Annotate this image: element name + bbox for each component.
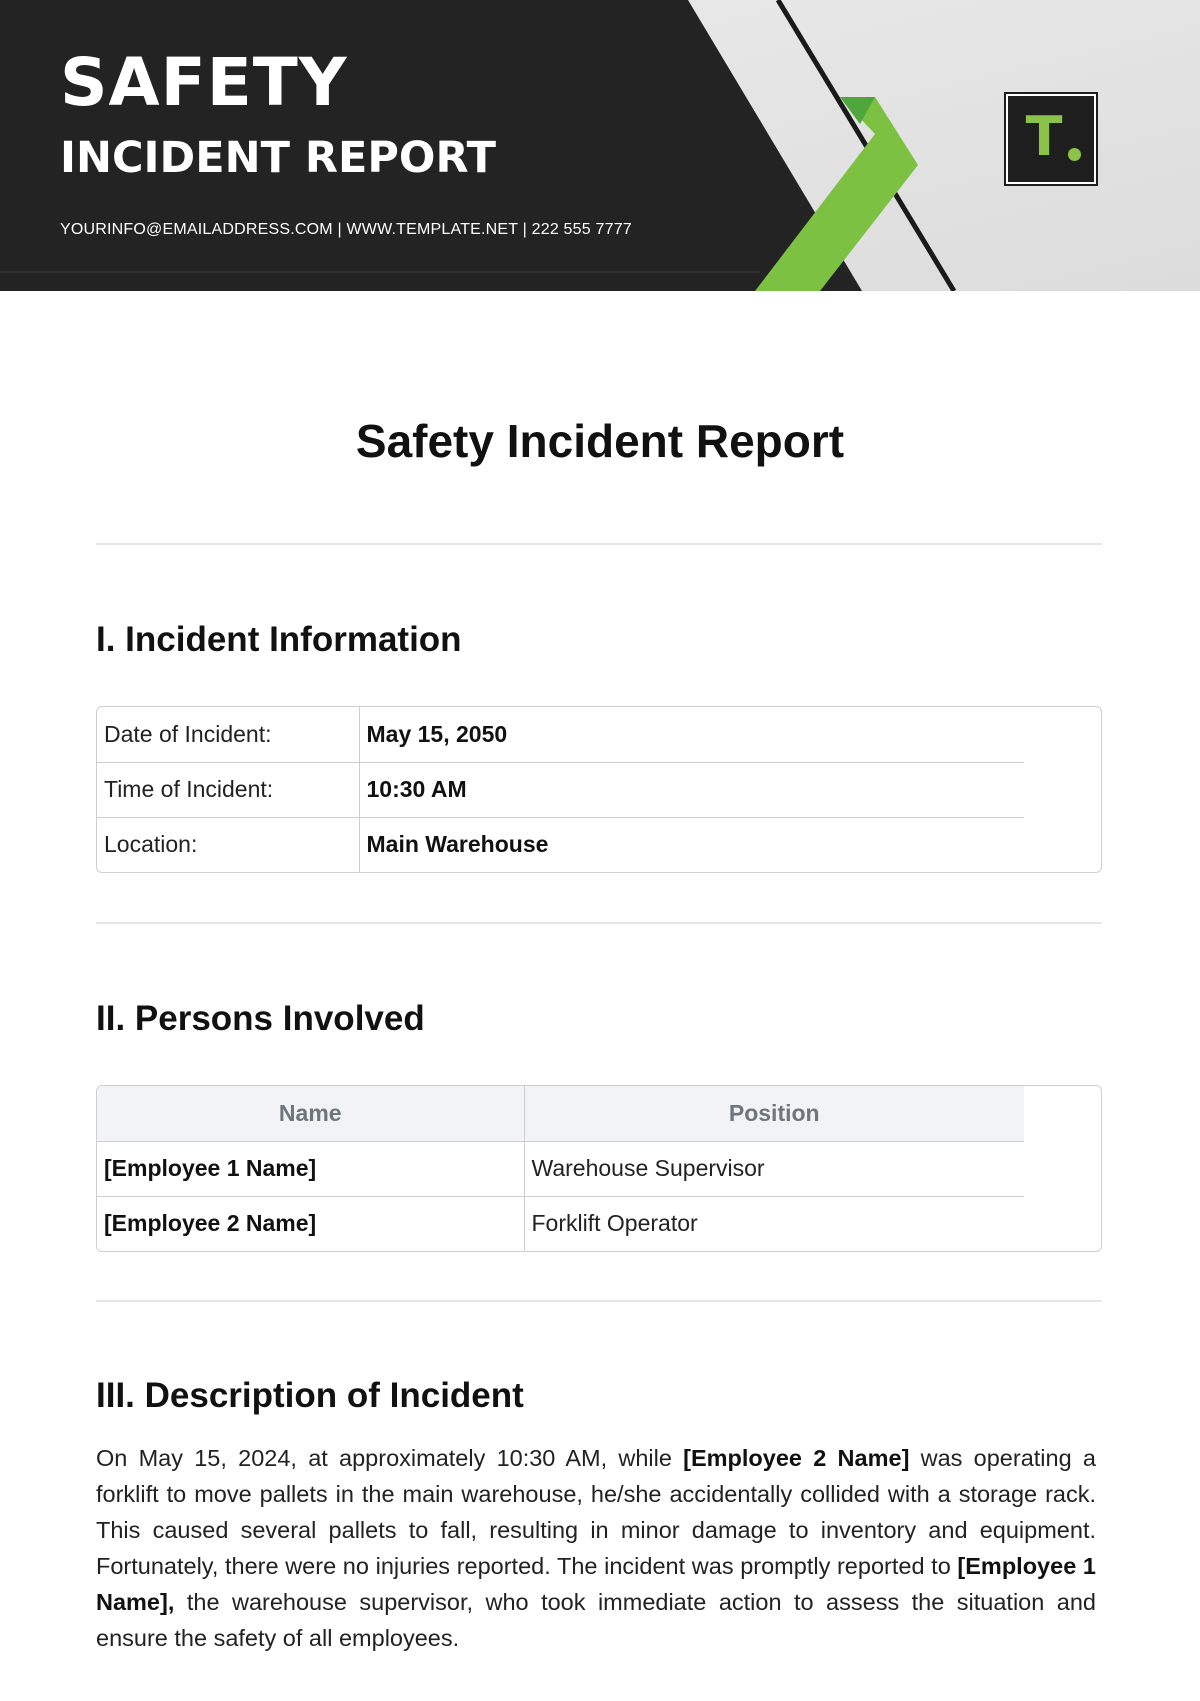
column-header-name: Name	[97, 1086, 524, 1141]
column-header-position: Position	[524, 1086, 1024, 1141]
description-paragraph	[96, 1440, 1096, 1656]
description-text: On May 15, 2024, at approximately 10:30 AM, while	[96, 1445, 684, 1471]
logo-dot	[1068, 148, 1081, 161]
person-position: Warehouse Supervisor	[524, 1141, 1024, 1196]
logo-inner	[1008, 96, 1094, 182]
row-label: Time of Incident:	[97, 762, 359, 817]
table-row	[97, 1196, 1024, 1251]
table-header-row	[97, 1086, 1024, 1141]
person-name: [Employee 2 Name]	[97, 1196, 524, 1251]
divider	[96, 1300, 1102, 1302]
incident-information-table	[96, 706, 1102, 873]
description-text: the warehouse supervisor, who took immediate action to assess the situation and ensure the safety of all employees.	[96, 1589, 1096, 1651]
section-heading-description: III. Description of Incident	[96, 1376, 524, 1415]
contact-info: YOURINFO@EMAILADDRESS.COM | WWW.TEMPLATE.NET | 222 555 7777	[60, 221, 632, 238]
header-subtitle: INCIDENT REPORT	[60, 133, 496, 183]
row-value: Main Warehouse	[366, 831, 549, 858]
table-row	[97, 762, 1024, 817]
description-text: was operating a forklift to move pallets in the main warehouse, he/she accidentally collided with a storage rack. This caused several pallets to fall, resulting in minor damage to inventory and equipment. Fortunately, there were no injuries reported. The incident was promptly reported to	[96, 1445, 1096, 1579]
company-logo	[1004, 92, 1098, 186]
table-row	[97, 1141, 1024, 1196]
employee-2-name: [Employee 2 Name]	[683, 1445, 910, 1471]
person-name: [Employee 1 Name]	[97, 1141, 524, 1196]
table-row	[97, 817, 1024, 872]
header-title: SAFETY	[60, 44, 348, 121]
row-label: Location:	[97, 817, 359, 872]
document-title: Safety Incident Report	[355, 415, 845, 467]
section-heading-incident-information: I. Incident Information	[96, 620, 462, 659]
table-row	[97, 707, 1024, 762]
persons-involved-table	[96, 1085, 1102, 1252]
logo-letter: T	[1025, 105, 1063, 168]
divider	[96, 922, 1102, 924]
divider	[96, 543, 1102, 545]
row-value: 10:30 AM	[359, 762, 1024, 817]
person-position: Forklift Operator	[531, 1210, 698, 1237]
row-value: May 15, 2050	[359, 707, 1024, 762]
row-label: Date of Incident:	[97, 707, 359, 762]
section-heading-persons-involved: II. Persons Involved	[96, 999, 425, 1038]
header-banner	[0, 0, 1200, 291]
employee-1-name: [Employee 1 Name],	[96, 1553, 1096, 1615]
